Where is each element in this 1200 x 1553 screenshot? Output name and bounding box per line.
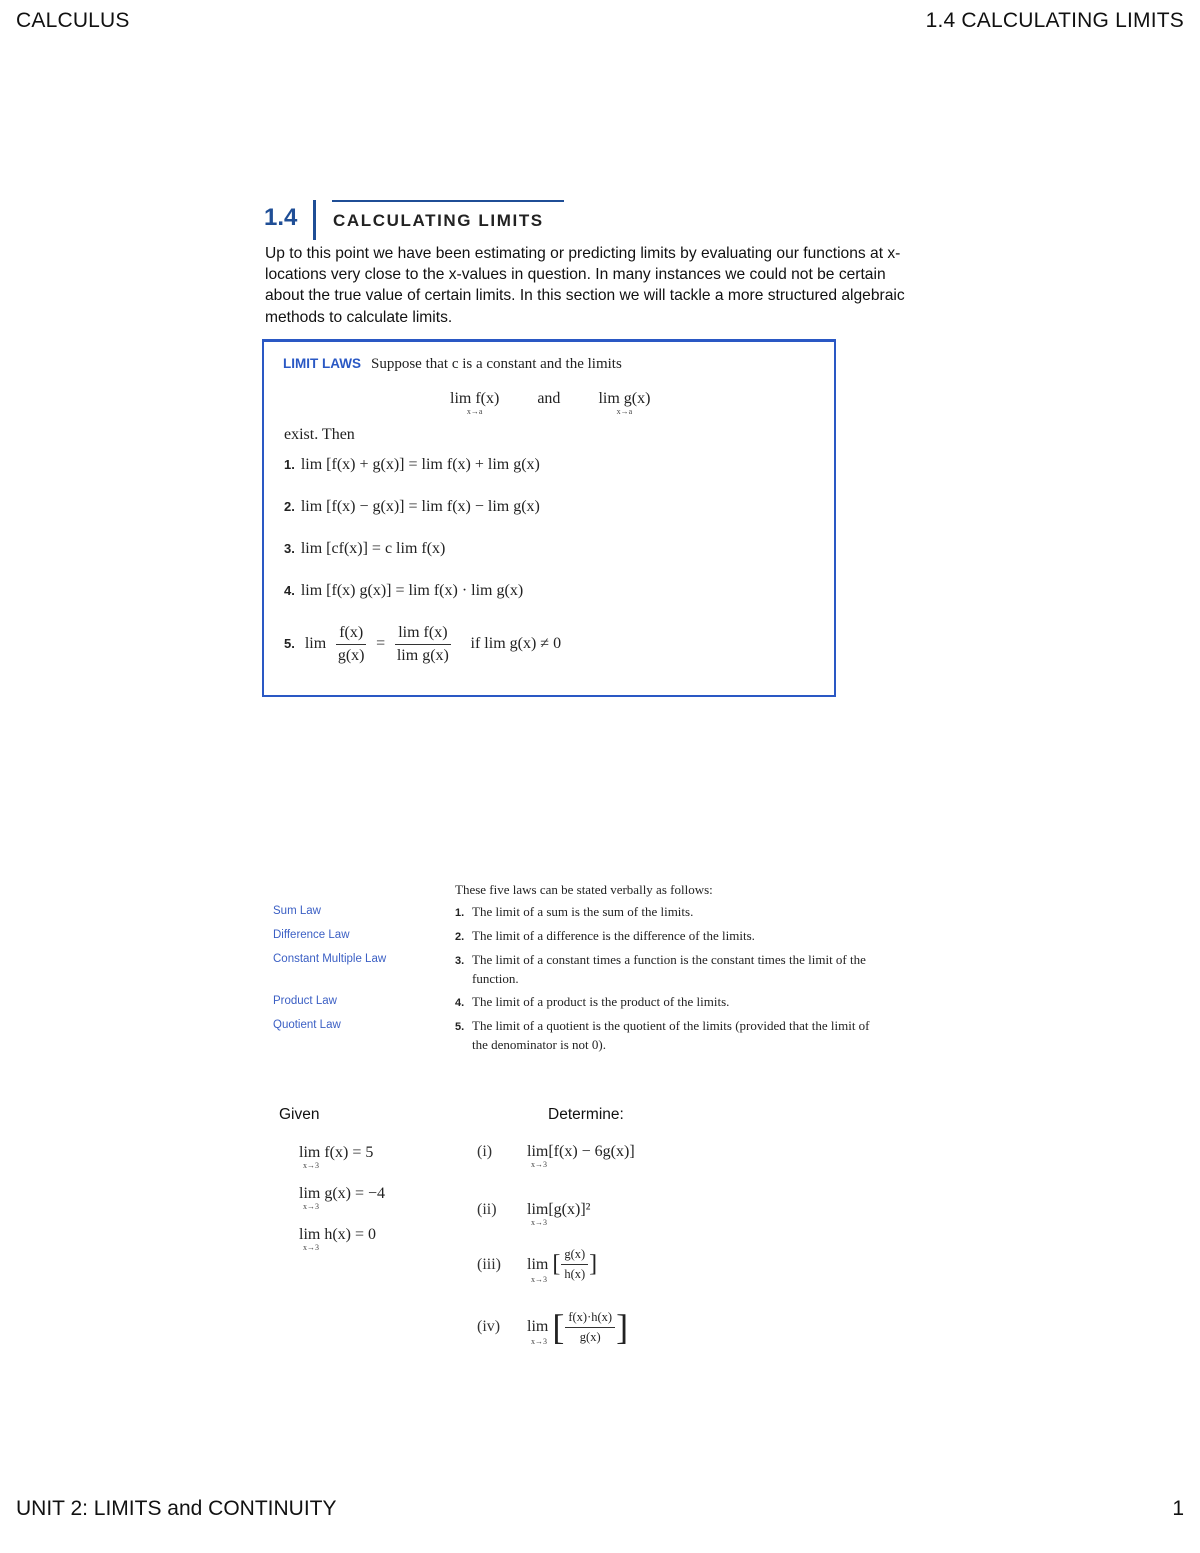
law-name-quotient: Quotient Law: [273, 1019, 341, 1031]
law5-condition: if lim g(x) ≠ 0: [470, 635, 562, 653]
limit-subscript: x→a: [616, 407, 633, 416]
assumed-limit-f: lim f(x): [450, 390, 500, 407]
verbal-law-4: 4. The limit of a product is the product of the limits.: [455, 994, 730, 1009]
given-limit-g: lim g(x) = −4 x→3: [299, 1185, 386, 1211]
page-number: 1: [1172, 1497, 1184, 1520]
determine-iii-denominator: h(x): [564, 1267, 586, 1281]
section-heading: [264, 196, 564, 240]
law-name-difference: Difference Law: [273, 929, 350, 941]
law5-lhs-numerator: f(x): [336, 624, 366, 645]
intro-paragraph: Up to this point we have been estimating or predicting limits by evaluating our functions at x-locations very close to the x-values in question. In many instances we could not be certain about the true value of certain limits. In this section we will tackle a more structured algebraic methods to calculate limits.: [265, 245, 905, 326]
section-number: 1.4: [264, 204, 298, 231]
determine-iv-denominator: g(x): [579, 1329, 601, 1344]
law5-lhs-denominator: g(x): [337, 647, 365, 664]
law-formula: lim [f(x) − g(x)] = lim f(x) − lim g(x): [300, 498, 540, 515]
determine-iv-numerator: f(x)·h(x): [565, 1310, 615, 1328]
limit-law-3: 3. lim [cf(x)] = c lim f(x): [284, 540, 446, 557]
limit-laws-intro: Suppose that c is a constant and the limits: [371, 356, 622, 372]
assumed-limit-g: lim g(x): [598, 390, 651, 407]
law-name-product: Product Law: [273, 995, 337, 1007]
determine-label: Determine:: [548, 1106, 624, 1123]
header-course-title: CALCULUS: [16, 9, 130, 32]
assumed-limits: [450, 390, 651, 416]
given-label: Given: [279, 1106, 320, 1123]
given-limit-f: lim f(x) = 5 x→3: [299, 1144, 374, 1170]
law-name-constant-multiple: Constant Multiple Law: [273, 953, 387, 965]
limit-laws-box: [262, 339, 836, 697]
and-word: and: [537, 390, 561, 407]
determine-item-iv: (iv) lim x→3 [ $\frac{f(x)\cdot h(x)}{g(x)}$ ]: [477, 1307, 629, 1347]
law5-rhs-numerator: lim f(x): [395, 624, 450, 645]
law-formula: lim [cf(x)] = c lim f(x): [300, 540, 446, 557]
limit-law-1: 1. lim [f(x) + g(x)] = lim f(x) + lim g(x): [284, 456, 540, 473]
footer-unit-title: UNIT 2: LIMITS and CONTINUITY: [16, 1497, 337, 1520]
limit-subscript: x→a: [466, 407, 483, 416]
section-title: CALCULATING LIMITS: [333, 211, 544, 230]
law-name-sum: Sum Law: [273, 905, 321, 917]
section-rule: [332, 200, 564, 202]
verbal-law-3: 3. The limit of a constant times a function is the constant times the limit of the function.: [455, 952, 866, 986]
limit-law-5: 5. lim $\frac{f(x)}{g(x)}$ = $\frac{\text{lim f(x)}}{\text{lim g(x)}}$ if lim g(x) ≠ 0: [284, 624, 562, 664]
law-formula: lim [f(x) + g(x)] = lim f(x) + lim g(x): [300, 456, 540, 473]
limit-law-2: 2. lim [f(x) − g(x)] = lim f(x) − lim g(x): [284, 498, 540, 515]
law5-rhs-denominator: lim g(x): [396, 647, 449, 664]
determine-item-iii: (iii) lim x→3 [ $\frac{g(x)}{h(x)}$ ]: [477, 1247, 598, 1284]
limit-laws-label: LIMIT LAWS: [283, 356, 361, 371]
exist-then-text: exist. Then: [284, 426, 355, 443]
determine-item-ii: (ii) lim[g(x)]² x→3: [477, 1201, 591, 1227]
verbal-law-1: 1. The limit of a sum is the sum of the limits.: [455, 904, 694, 919]
limit-law-4: 4. lim [f(x) g(x)] = lim f(x) · lim g(x): [284, 582, 524, 599]
determine-iii-numerator: g(x): [561, 1247, 588, 1265]
given-limit-h: lim h(x) = 0 x→3: [299, 1226, 377, 1252]
section-divider: [313, 200, 316, 240]
verbal-law-2: 2. The limit of a difference is the difference of the limits.: [455, 928, 755, 943]
determine-item-i: (i) lim[f(x) − 6g(x)] x→3: [477, 1143, 635, 1169]
law-formula: lim [f(x) g(x)] = lim f(x) · lim g(x): [300, 582, 524, 599]
limit-laws-heading: [283, 356, 622, 373]
verbal-law-5: 5. The limit of a quotient is the quotient of the limits (provided that the limit of the denominator is not 0).: [455, 1018, 870, 1052]
header-section-title: 1.4 CALCULATING LIMITS: [925, 9, 1184, 32]
verbal-intro: These five laws can be stated verbally as follows:: [455, 882, 713, 897]
